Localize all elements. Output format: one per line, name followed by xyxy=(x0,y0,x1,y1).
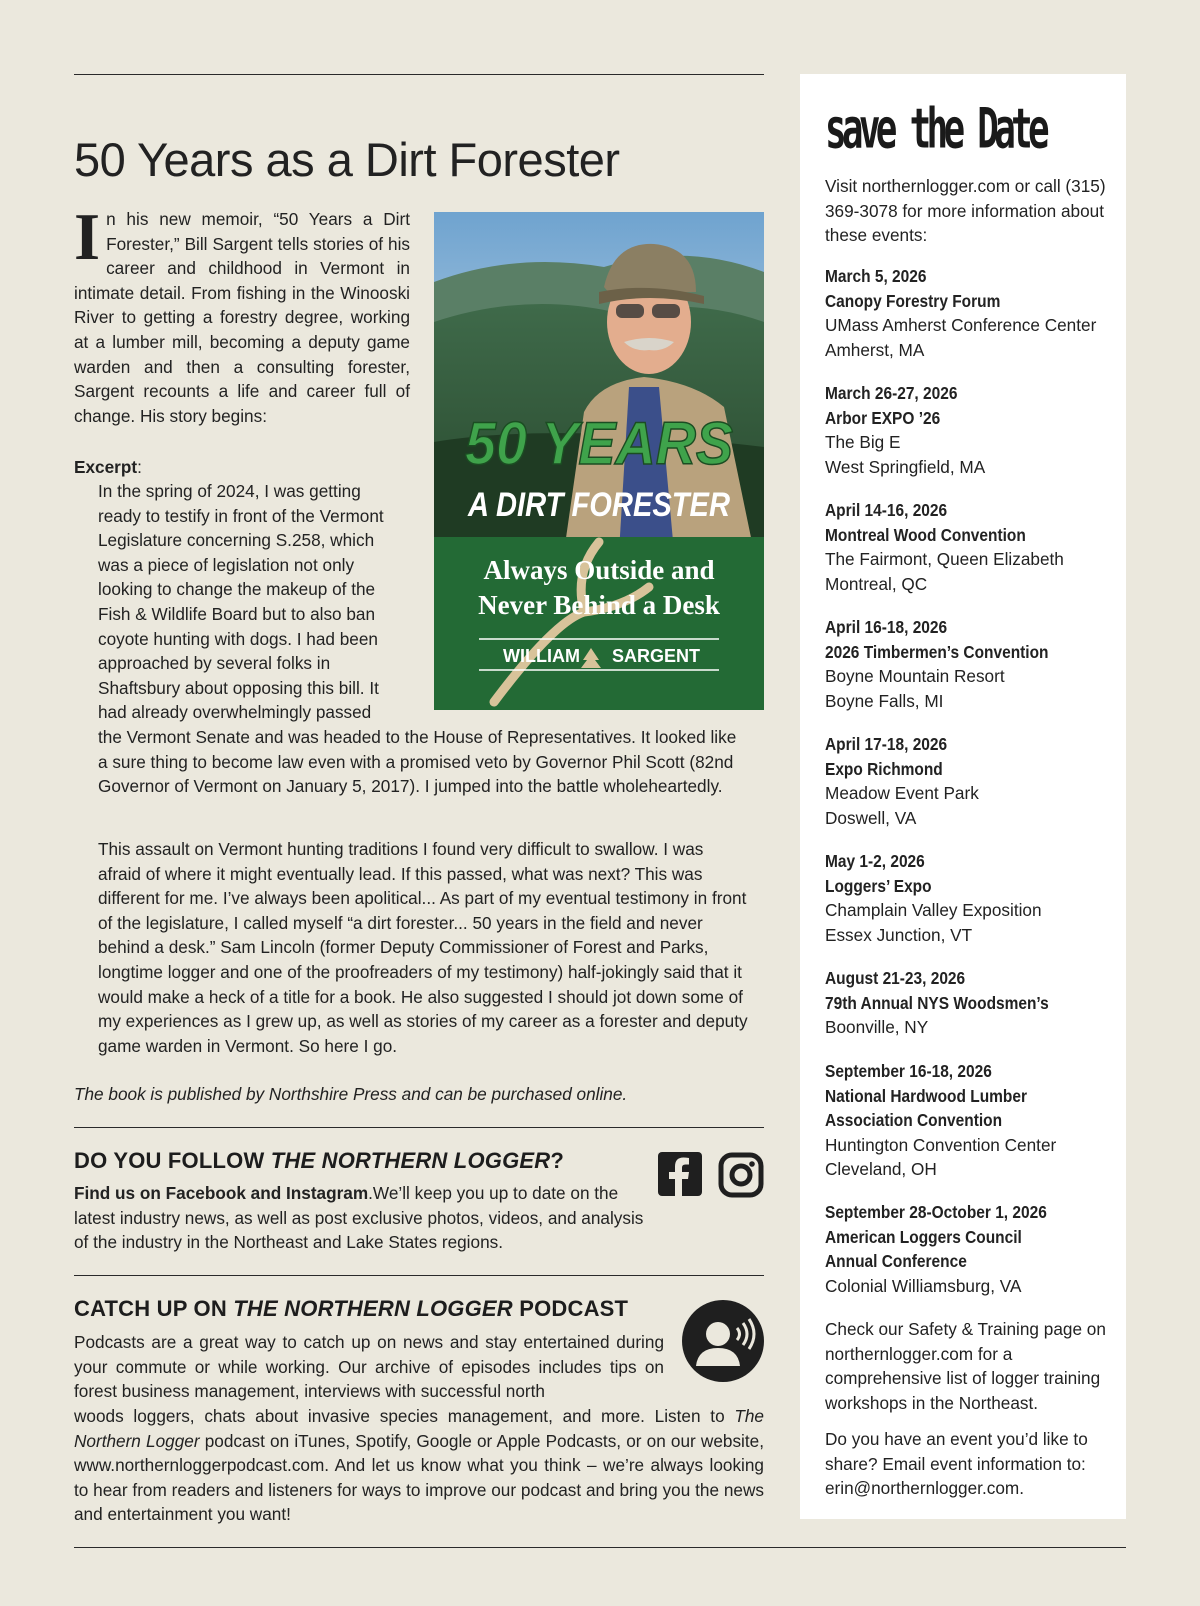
podcast-heading xyxy=(74,1296,628,1322)
event-place: Cleveland, OH xyxy=(825,1159,937,1180)
cover-title-line2: A DIRT FORESTER xyxy=(467,486,731,524)
event-name: Expo Richmond xyxy=(825,758,943,779)
event-date: March 26-27, 2026 xyxy=(825,383,958,403)
follow-heading-b: THE NORTHERN LOGGER xyxy=(270,1148,551,1173)
event-3 xyxy=(825,498,1120,596)
podcast-heading-c: PODCAST xyxy=(512,1296,629,1321)
event-6 xyxy=(825,849,1120,947)
event-place: Montreal, QC xyxy=(825,573,928,594)
publisher-note: The book is published by Northshire Press and can be purchased online. xyxy=(74,1084,628,1104)
podcast-heading-a: CATCH UP ON xyxy=(74,1296,234,1321)
event-date: August 21-23, 2026 xyxy=(825,968,966,988)
bottom-rule xyxy=(74,1547,1126,1548)
event-venue: Boyne Mountain Resort xyxy=(825,666,1005,687)
cover-title-line1: 50 YEARS xyxy=(465,410,733,477)
sidebar-share-note: Do you have an event you’d like to share? Email event information to: erin@northernlogger.com. xyxy=(825,1429,1088,1499)
podcast-text-2a: woods loggers, chats about invasive species management, and more. Listen to xyxy=(74,1406,735,1426)
excerpt-label: Excerpt xyxy=(74,457,138,477)
event-place: Essex Junction, VT xyxy=(825,924,973,945)
article-intro xyxy=(74,200,410,428)
event-date: March 5, 2026 xyxy=(825,266,927,286)
excerpt-colon: : xyxy=(137,457,142,477)
event-name-2: Annual Conference xyxy=(825,1251,967,1272)
event-8 xyxy=(825,1059,1120,1182)
podcast-text-2c: podcast on iTunes, Spotify, Google or Apple Podcasts, or on our website, www.northernloggerpodcast.com. And let us know what you think – we’re always looking to hear from readers and listeners for ways to improve our podcast and bring you the news and entertainment you want! xyxy=(74,1430,764,1525)
podcast-text-1: Podcasts are a great way to catch up on news and stay entertained during your commute or while working. Our archive of episodes includes tips on forest business management, interviews with successful north xyxy=(74,1332,664,1402)
book-cover xyxy=(434,212,764,710)
follow-heading-a: DO YOU FOLLOW xyxy=(74,1148,271,1173)
event-venue: Champlain Valley Exposition xyxy=(825,900,1042,921)
facebook-icon[interactable] xyxy=(658,1152,702,1196)
event-date: April 16-18, 2026 xyxy=(825,617,948,637)
event-date: September 28-October 1, 2026 xyxy=(825,1202,1047,1222)
event-name: 79th Annual NYS Woodsmen’s xyxy=(825,992,1049,1013)
top-rule xyxy=(74,74,764,75)
event-9 xyxy=(825,1200,1120,1298)
sidebar-intro: Visit northernlogger.com or call (315) 369-3078 for more information about these events: xyxy=(825,176,1106,246)
excerpt-paragraph-1a: In the spring of 2024, I was getting ready to testify in front of the Vermont Legislature concerning S.258, which was a piece of legislation not only looking to change the makeup of the Fish & Wildlife Board but to also ban coyote hunting with dogs. I had been approached by several folks in Shaftsbury about opposing this bill. It had already overwhelmingly passed xyxy=(98,481,384,723)
follow-rule xyxy=(74,1127,764,1128)
event-place: Doswell, VA xyxy=(825,807,917,828)
event-name: Montreal Wood Convention xyxy=(825,524,1026,545)
sidebar-safety-note: Check our Safety & Training page on northernlogger.com for a comprehensive list of logger training workshops in the Northeast. xyxy=(825,1319,1106,1413)
event-venue: Meadow Event Park xyxy=(825,783,979,804)
follow-heading-c: ? xyxy=(550,1148,564,1173)
event-place: Boyne Falls, MI xyxy=(825,690,944,711)
save-the-date-sidebar xyxy=(800,74,1126,1519)
follow-body: .We’ll keep you up to date on the latest industry news, as well as post exclusive photos, videos, and analysis of the industry in the Northeast and Lake States regions. xyxy=(74,1183,644,1253)
event-venue: Boonville, NY xyxy=(825,1017,929,1038)
cover-author-first: WILLIAM xyxy=(503,646,580,666)
event-name: American Loggers Council xyxy=(825,1226,1022,1247)
podcast-text-2 xyxy=(74,1404,764,1527)
instagram-icon[interactable] xyxy=(718,1152,764,1198)
event-name: Canopy Forestry Forum xyxy=(825,290,1001,311)
event-5 xyxy=(825,732,1120,830)
article-title: 50 Years as a Dirt Forester xyxy=(74,133,620,186)
event-date: September 16-18, 2026 xyxy=(825,1061,992,1081)
event-7 xyxy=(825,966,1120,1040)
event-place: West Springfield, MA xyxy=(825,456,986,477)
excerpt-heading xyxy=(74,455,142,480)
follow-bold: Find us on Facebook and Instagram xyxy=(74,1183,369,1203)
event-venue: UMass Amherst Conference Center xyxy=(825,315,1097,336)
event-venue: The Big E xyxy=(825,432,901,453)
event-date: May 1-2, 2026 xyxy=(825,851,925,871)
event-name: Loggers’ Expo xyxy=(825,875,932,896)
event-name-2: Association Convention xyxy=(825,1110,1003,1131)
follow-heading xyxy=(74,1148,564,1174)
excerpt-paragraph-2: This assault on Vermont hunting traditions I found very difficult to swallow. I was afraid of where it might eventually lead. If this passed, what was next? This was different for me. I’ve always been apolitical... As part of my eventual testimony in front of the legislature, I called myself “a dirt forester... 50 years in the field and never behind a desk.” Sam Lincoln (former Deputy Commissioner of Forest and Parks, longtime logger and one of the proofreaders of my testimony) half-jokingly said that it would make a heck of a title for a book. He also suggested I should jot down some of my experiences as I grew up, as well as stories of my career as a forester and deputy game warden in Vermont. So here I go. xyxy=(98,839,748,1056)
event-date: April 17-18, 2026 xyxy=(825,734,948,754)
excerpt-paragraph-1b: the Vermont Senate and was headed to the House of Representatives. It looked like a sure thing to become law even with a promised veto by Governor Phil Scott (82nd Governor of Vermont on January 5, 2017). I jumped into the battle wholeheartedly. xyxy=(98,727,737,797)
book-cover-art xyxy=(434,212,764,710)
event-1 xyxy=(825,264,1120,362)
intro-text: n his new memoir, “50 Years a Dirt Forester,” Bill Sargent tells stories of his career and childhood in Vermont in intimate detail. From fishing in the Winooski River to getting a forestry degree, working at a lumber mill, becoming a deputy game warden and then a consulting forester, Sargent recounts a life and career full of change. His story begins: xyxy=(74,209,410,426)
event-2 xyxy=(825,381,1120,479)
follow-text xyxy=(74,1181,644,1255)
podcast-heading-b: THE NORTHERN LOGGER xyxy=(233,1296,513,1321)
event-4 xyxy=(825,615,1120,713)
event-name: 2026 Timbermen’s Convention xyxy=(825,641,1049,662)
cover-author-last: SARGENT xyxy=(612,646,701,666)
drop-cap: I xyxy=(74,200,101,274)
event-venue: Huntington Convention Center xyxy=(825,1134,1057,1155)
event-date: April 14-16, 2026 xyxy=(825,500,948,520)
sidebar-title: save the Date xyxy=(825,96,1045,161)
podcast-text-2b: The Northern Logger xyxy=(74,1406,764,1451)
event-place: Amherst, MA xyxy=(825,339,925,360)
event-venue: The Fairmont, Queen Elizabeth xyxy=(825,549,1064,570)
cover-subtitle-1: Always Outside and xyxy=(483,555,715,585)
event-venue: Colonial Williamsburg, VA xyxy=(825,1275,1022,1296)
cover-subtitle-2: Never Behind a Desk xyxy=(478,590,720,620)
event-name: Arbor EXPO ’26 xyxy=(825,407,941,428)
podcast-listener-icon xyxy=(682,1300,764,1382)
event-name: National Hardwood Lumber xyxy=(825,1085,1027,1106)
podcast-rule xyxy=(74,1275,764,1276)
